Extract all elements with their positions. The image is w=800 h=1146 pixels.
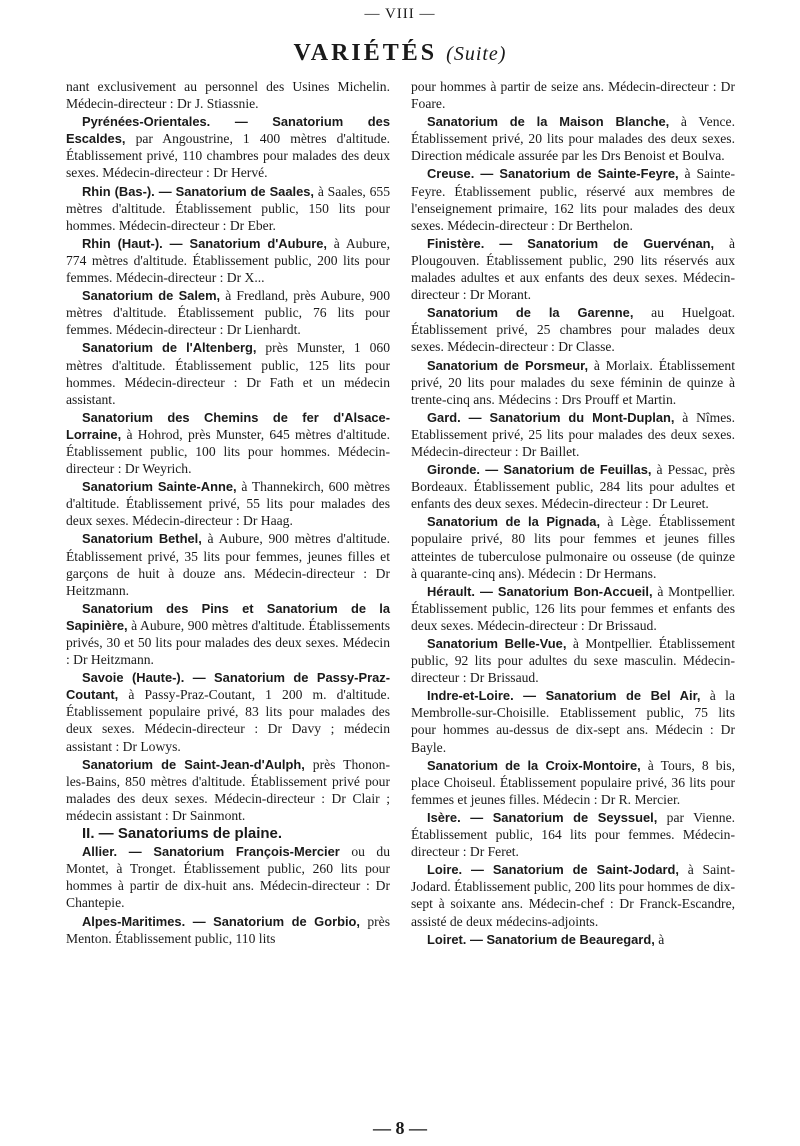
entry-heading: Hérault. — Sanatorium Bon-Accueil, <box>427 583 653 599</box>
entry-heading: Gironde. — Sanatorium de Feuillas, <box>427 462 652 478</box>
paragraph-text: nant exclusivement au personnel des Usines Michelin. Médecin-directeur : Dr J. Stiassnie. <box>66 79 390 112</box>
entry <box>66 339 390 407</box>
entry-text: à Sainte-Feyre. Établissement public, réservé aux membres de l'enseignement primaire, 162 lits pour malades des deux sexes. Médecin-directeur : Dr Berthelon. <box>411 166 735 233</box>
entry <box>66 756 390 824</box>
entry-heading: Loiret. — Sanatorium de Beauregard, <box>427 931 655 947</box>
entry-text: près Munster, 1 060 mètres d'altitude. Établissement public, 125 lits pour hommes. Médecin-directeur : Dr Fath et un médecin assistant. <box>66 340 391 407</box>
entry-heading: Savoie (Haute-). — Sanatorium de Passy-Praz-Coutant, <box>66 670 390 703</box>
entry-heading: Sanatorium de Porsmeur, <box>427 357 589 373</box>
entry <box>66 287 390 338</box>
entry <box>411 809 735 860</box>
entry <box>66 113 390 181</box>
entry-text: à Nîmes. Etablissement privé, 25 lits pour malades des deux sexes. Médecin-directeur : Dr Baillet. <box>411 409 735 459</box>
page-title <box>0 40 800 67</box>
entry-text: à Aubure, 900 mètres d'altitude. Établissements privés, 30 et 50 lits pour malades des deux sexes. Médecin : Dr Heitzmann. <box>66 617 390 668</box>
entry-heading: Sanatorium des Chemins de fer d'Alsace-Lorraine, <box>66 409 390 442</box>
entry <box>66 913 390 947</box>
entry-text: par Angoustrine, 1 400 mètres d'altitude. Établissement privé, 110 chambres pour malades des deux sexes. Médecin-directeur : Dr Hervé. <box>66 131 390 181</box>
entry <box>411 635 735 686</box>
entry-text: près Thonon-les-Bains, 850 mètres d'altitude. Établissement privé pour malades des deux sexes. Médecin-directeur : Dr Clair ; médecin assistant : Dr Sainmont. <box>66 756 390 823</box>
paragraph <box>411 78 735 112</box>
left-column <box>66 78 390 948</box>
entry-heading: Sanatorium de la Garenne, <box>427 305 634 321</box>
entry-heading: Creuse. — Sanatorium de Sainte-Feyre, <box>427 166 679 182</box>
entry-text: à Saint-Jodard. Établissement public, 200 lits pour hommes de dix-sept à soixante ans. Médecin-chef : Dr Franck-Escandre, assisté de deux médecins-adjoints. <box>411 862 735 929</box>
entry-text: au Huelgoat. Établissement privé, 25 chambres pour malades deux sexes. Médecin-directeur : Dr Classe. <box>411 305 735 355</box>
entry-heading: Allier. — Sanatorium François-Mercier <box>82 844 340 860</box>
entry-heading: Gard. — Sanatorium du Mont-Duplan, <box>427 409 675 425</box>
entry-text: à Montpellier. Établissement public, 92 lits pour adultes du sexe masculin. Médecin-directeur : Dr Brissaud. <box>411 636 735 686</box>
entry-text: à Thannekirch, 600 mètres d'altitude. Établissement privé, 55 lits pour malades des deux sexes. Médecin-directeur : Dr Haag. <box>66 479 390 529</box>
entry-text: à Lège. Établissement populaire privé, 80 lits pour femmes et jeunes filles atteintes de tuberculose pulmonaire ou osseuse (de quinze à quarante-cinq ans). Médecin : Dr Hermans. <box>411 514 735 581</box>
entry <box>411 513 735 581</box>
entry-text: à Passy-Praz-Coutant, 1 200 m. d'altitude. Établissement populaire privé, 83 lits pour malades des deux sexes. Médecin-directeur : Dr Davy ; médecin assistant : Dr Lowys. <box>66 687 390 754</box>
entry-heading: Sanatorium de Salem, <box>82 288 221 304</box>
entry-text: par Vienne. Établissement public, 164 lits pour femmes. Médecin-directeur : Dr Feret. <box>411 809 735 860</box>
entry-heading: Pyrénées-Orientales. — Sanatorium des Escaldes, <box>66 114 390 147</box>
entry <box>66 600 390 668</box>
entry <box>66 235 390 286</box>
entry <box>411 409 735 460</box>
entry-heading: Sanatorium de l'Altenberg, <box>82 340 257 356</box>
entry-heading: Sanatorium Bethel, <box>82 531 202 547</box>
entry <box>66 183 390 234</box>
entry <box>411 461 735 512</box>
entry-text: à Montpellier. Établissement public, 126 lits pour femmes et enfants des deux sexes. Médecin-directeur : Dr Brissaud. <box>411 583 735 633</box>
page-number: — 8 — <box>373 1118 427 1138</box>
entry-text: à Pessac, près Bordeaux. Établissement public, 284 lits pour adultes et enfants des deux sexes. Médecin-directeur : Dr Leuret. <box>411 462 735 512</box>
folio: — VIII — <box>364 6 436 22</box>
title-main: VARIÉTÉS <box>293 40 438 66</box>
entry <box>411 931 735 948</box>
entry <box>411 235 735 303</box>
entry-text: à Tours, 8 bis, place Choiseul. Établissement populaire privé, 36 lits pour femmes et jeunes filles. Médecin : Dr R. Mercier. <box>411 757 735 807</box>
entry-text: à Morlaix. Établissement privé, 20 lits pour malades du sexe féminin de quinze à trente-cinq ans. Médecins : Drs Prouff et Martin. <box>411 357 735 407</box>
right-column <box>411 78 735 949</box>
entry-text: à Fredland, près Aubure, 900 mètres d'altitude. Établissement public, 76 lits pour femmes. Médecin-directeur : Dr Lienhardt. <box>66 288 390 338</box>
entry-text: ou du Montet, à Tronget. Établissement public, 260 lits pour hommes à partir de dix-huit ans. Médecin-directeur : Dr Chantepie. <box>66 844 390 911</box>
entry-heading: Sanatorium de la Croix-Montoire, <box>427 757 641 773</box>
entry-heading: Alpes-Maritimes. — Sanatorium de Gorbio, <box>82 913 360 929</box>
entry-text: à <box>654 931 665 947</box>
entry <box>411 304 735 355</box>
entry-text: à Aubure, 774 mètres d'altitude. Établissement public, 200 lits pour femmes. Médecin-directeur : Dr X... <box>66 235 390 286</box>
entry <box>411 583 735 634</box>
section-heading: II. — Sanatoriums de plaine. <box>82 825 283 843</box>
entry <box>411 687 735 755</box>
entry <box>66 478 390 529</box>
entry-heading: Sanatorium des Pins et Sanatorium de la Sapinière, <box>66 600 390 633</box>
entry-text: près Menton. Établissement public, 110 lits <box>66 913 391 946</box>
entry-text: à la Membrolle-sur-Choisille. Etablissement public, 75 lits pour hommes au-dessus de dix-sept ans. Médecin : Dr Bayle. <box>411 688 735 755</box>
entry-heading: Rhin (Bas-). — Sanatorium de Saales, <box>82 183 315 199</box>
entry <box>411 113 735 164</box>
entry-heading: Sanatorium de la Maison Blanche, <box>427 114 670 130</box>
entry <box>411 861 735 929</box>
entry <box>66 843 390 911</box>
entry-heading: Loire. — Sanatorium de Saint-Jodard, <box>427 862 679 878</box>
entry <box>66 530 390 598</box>
title-suite: (Suite) <box>446 43 507 65</box>
entry-heading: Sanatorium de la Pignada, <box>427 514 601 530</box>
entry <box>66 669 390 754</box>
paragraph <box>66 78 390 112</box>
entry-heading: Sanatorium Sainte-Anne, <box>82 479 237 495</box>
entry-text: à Plougouven. Établissement public, 290 lits réservés aux malades adultes et aux enfants des deux sexes. Médecin-directeur : Dr Morant. <box>411 235 736 303</box>
entry-heading: Indre-et-Loire. — Sanatorium de Bel Air, <box>427 688 701 704</box>
entry-text: à Vence. Établissement privé, 20 lits pour malades des deux sexes. Direction médicale assurée par les Drs Benoist et Boulva. <box>411 114 735 164</box>
entry <box>411 165 735 233</box>
paragraph-text: pour hommes à partir de seize ans. Médecin-directeur : Dr Foare. <box>411 79 735 112</box>
entry-heading: Isère. — Sanatorium de Seyssuel, <box>427 809 658 825</box>
entry <box>411 357 735 408</box>
entry-text: à Hohrod, près Munster, 645 mètres d'altitude. Établissement public, 100 lits pour hommes. Médecin-directeur : Dr Weyrich. <box>66 426 390 477</box>
entry-text: à Saales, 655 mètres d'altitude. Établissement public, 150 lits pour hommes. Médecin-directeur : Dr Eber. <box>66 183 391 233</box>
entry-heading: Finistère. — Sanatorium de Guervénan, <box>427 235 715 251</box>
entry <box>66 409 390 477</box>
entry-text: à Aubure, 900 mètres d'altitude. Établissement privé, 35 lits pour femmes, jeunes filles et garçons de huit à douze ans. Médecin-directeur : Dr Heitzmann. <box>66 531 390 598</box>
entry-heading: Sanatorium Belle-Vue, <box>427 636 567 651</box>
entry-heading: Rhin (Haut-). — Sanatorium d'Aubure, <box>82 235 327 251</box>
entry-heading: Sanatorium de Saint-Jean-d'Aulph, <box>82 756 305 772</box>
entry <box>411 757 735 808</box>
